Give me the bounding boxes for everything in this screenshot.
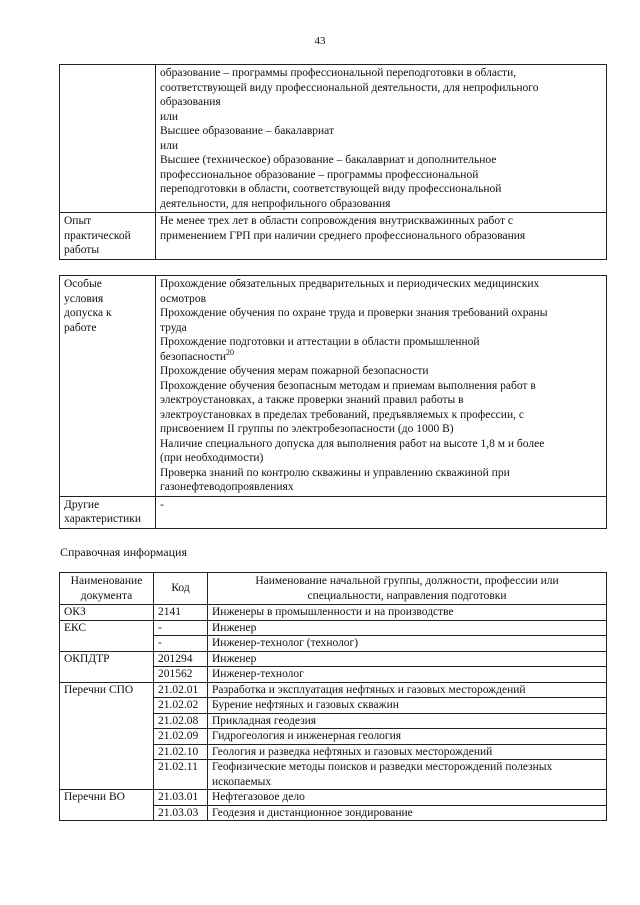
special-conditions-value-cell [156,276,607,497]
table-row [60,605,607,621]
header-code: Код [154,573,208,605]
text-line [160,347,602,365]
text-line: документа [80,589,133,602]
text-line: Прохождение подготовки и аттестации в области промышленной [160,336,480,348]
experience-value-cell [156,213,607,260]
table-row [60,496,607,528]
code-cell: - [154,620,208,636]
text-line: Проверка знаний по контролю скважины и управлению скважиной при [160,466,510,479]
text-line: Прохождение обучения по охране труда и проверки знания требований охраны [160,307,548,319]
text-line: Опыт [64,215,92,227]
text-line: труда [160,321,187,334]
code-cell: 21.02.08 [154,713,208,729]
table-row [60,651,607,667]
code-cell: 201294 [154,651,208,667]
code-cell: - [154,636,208,652]
name-cell: Бурение нефтяных и газовых скважин [208,698,607,714]
text-line: работы [64,244,100,256]
code-cell: 21.03.01 [154,790,208,806]
text-line: Особые [64,278,102,290]
table-row [60,276,607,497]
admission-conditions-table [59,275,607,529]
table-row [60,682,607,698]
code-cell: 21.03.03 [154,805,208,821]
text-line: образование – программы профессиональной переподготовки в области, [160,67,517,79]
other-characteristics-value-cell: - [156,496,607,528]
reference-table-body [60,605,607,821]
name-cell: Нефтегазовое дело [208,790,607,806]
name-cell: Инженеры в промышленности и на производстве [208,605,607,621]
table-row [60,790,607,806]
name-cell: Инженер [208,651,607,667]
table-row [60,620,607,636]
header-name [208,573,607,605]
text-line: соответствующей виду профессиональной деятельности, для непрофильного [160,81,539,94]
text-line: деятельности, для непрофильного образования [160,197,391,210]
table-row [60,213,607,260]
table-cell [60,65,156,213]
text-line: присвоением II группы по электробезопасности (до 1000 В) [160,423,454,435]
code-cell: 21.02.02 [154,698,208,714]
doc-cell: Перечни СПО [60,682,154,790]
text-line: условия [64,292,104,305]
name-cell: Геофизические методы поисков и разведки месторождений полезных ископаемых [208,760,607,790]
name-cell: Прикладная геодезия [208,713,607,729]
code-cell: 21.02.01 [154,682,208,698]
text-line: Наличие специального допуска для выполнения работ на высоте 1,8 м и более [160,437,545,450]
text-line: профессиональное образование – программы профессиональной [160,168,479,181]
table-header-row [60,573,607,605]
text-line: Прохождение обучения мерам пожарной безопасности [160,365,429,377]
text-line: электроустановках в пределах требований, предъявляемых к профессии, с [160,408,524,421]
text-line: допуска к [64,307,112,319]
text-line: Прохождение обучения безопасным методам и приемам выполнения работ в [160,379,536,392]
text-line: или [160,139,179,152]
header-doc [60,573,154,605]
code-cell: 21.02.09 [154,729,208,745]
table-row [60,65,607,213]
text-line: газонефтеводопроявлениях [160,481,294,493]
text-line: Другие [64,498,100,511]
text-line: осмотров [160,292,207,305]
text-line: применением ГРП при наличии среднего профессионального образования [160,229,526,242]
page-number: 43 [314,35,326,47]
text-line: Высшее образование – бакалавриат [160,125,334,137]
name-cell: Инженер-технолог (технолог) [208,636,607,652]
education-requirements-cell [156,65,607,213]
other-characteristics-label-cell [60,496,156,528]
text-line: характеристики [64,513,142,525]
text-line: (при необходимости) [160,452,264,464]
text-line: работе [64,321,97,334]
text-line: Прохождение обязательных предварительных и периодических медицинских [160,278,540,290]
text-line: электроустановках, а также проверки знаний правил работы в [160,394,464,406]
name-cell: Разработка и эксплуатация нефтяных и газовых месторождений [208,682,607,698]
text-fragment: безопасности [160,350,227,363]
doc-cell: ЕКС [60,620,154,651]
text-line: Не менее трех лет в области сопровождения внутрискважинных работ с [160,215,514,227]
experience-label-cell [60,213,156,260]
text-line: специальности, направления подготовки [307,589,507,602]
doc-cell: ОКПДТР [60,651,154,682]
text-line: переподготовки в области, соответствующей виду профессиональной [160,183,502,195]
doc-cell: Перечни ВО [60,790,154,821]
text-line: образования [160,96,221,108]
name-cell: Инженер [208,620,607,636]
code-cell: 21.02.10 [154,744,208,760]
special-conditions-label-cell [60,276,156,497]
code-cell: 21.02.11 [154,760,208,790]
qualification-table [59,64,607,260]
name-cell: Инженер-технолог [208,667,607,683]
text-line: Высшее (техническое) образование – бакалавриат и дополнительное [160,154,497,166]
code-cell: 2141 [154,605,208,621]
name-cell: Геодезия и дистанционное зондирование [208,805,607,821]
text-line: практической [64,229,131,242]
footnote-mark: 20 [226,347,235,357]
name-cell: Геология и разведка нефтяных и газовых месторождений [208,744,607,760]
text-line: или [160,110,179,123]
reference-title: Справочная информация [60,545,187,559]
code-cell: 201562 [154,667,208,683]
name-cell: Гидрогеология и инженерная геология [208,729,607,745]
text-line: Наименование [70,575,143,587]
doc-cell: ОКЗ [60,605,154,621]
text-line: Наименование начальной группы, должности, профессии или [255,575,559,587]
reference-table [59,572,607,821]
